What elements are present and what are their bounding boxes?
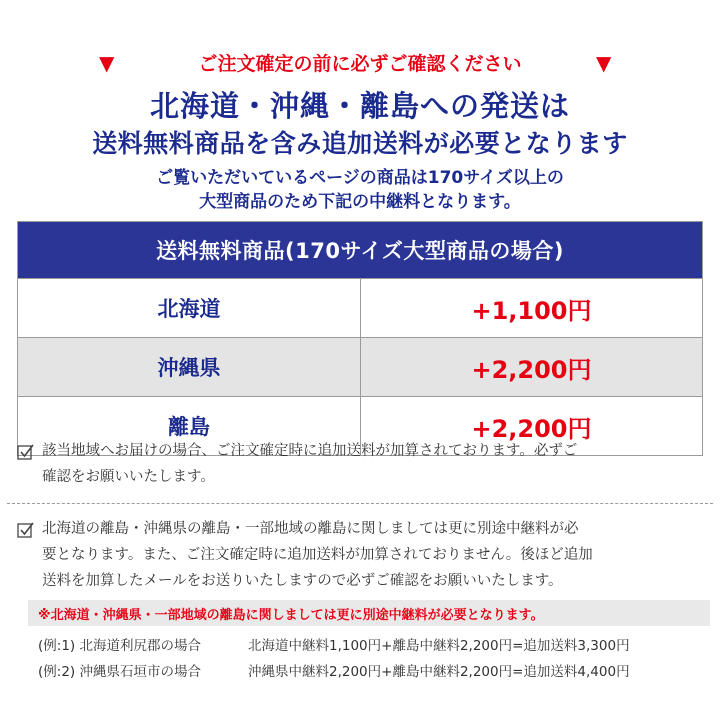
example-calc: 北海道中継料1,100円+離島中継料2,200円=追加送料3,300円 [248,638,630,654]
region-cell: 離島 [18,397,361,455]
note-line: 該当地域へお届けの場合、ご注文確定時に追加送料が加算されております。必ずご [42,443,578,459]
note-line: 要となります。また、ご注文確定時に追加送料が加算されておりません。後ほど追加 [42,547,593,563]
note-text [42,516,593,594]
table-row [18,337,702,396]
triangle-down-icon: ▼ [596,51,612,75]
red-warning-note: ※北海道・沖縄県・一部地域の離島に関しましては更に別途中継料が必要となります。 [28,600,710,626]
example-1 [38,636,718,656]
price-cell: +1,100円 [471,296,592,325]
checkbox-checked-icon [17,443,35,461]
price-cell: +2,200円 [471,414,592,443]
table-header: 送料無料商品(170サイズ大型商品の場合) [18,222,702,278]
subtext [0,166,720,214]
region-cell: 北海道 [18,279,361,337]
subtext-line-1: ご覧いただいているページの商品は170サイズ以上の [156,168,564,188]
note-text [42,438,577,490]
example-label: (例:2) 沖縄県石垣市の場合 [38,664,201,680]
shipping-fee-table [17,221,703,456]
note-block-1 [17,438,707,490]
note-line: 北海道の離島・沖縄県の離島・一部地域の離島に関しましては更に別途中継料が必 [42,521,579,537]
dashed-divider [7,503,713,504]
note-line: 送料を加算したメールをお送りいたしますので必ずご確認をお願いいたします。 [42,573,563,589]
region-cell: 沖縄県 [18,338,361,396]
notice-text: ご注文確定の前に必ずご確認ください [198,52,522,75]
subtext-line-2: 大型商品のため下記の中継料となります。 [199,192,521,212]
example-calc: 沖縄県中継料2,200円+離島中継料2,200円=追加送料4,400円 [248,664,630,680]
headline-line-2: 送料無料商品を含み追加送料が必要となります [92,129,628,158]
triangle-down-icon: ▼ [99,51,115,75]
checkbox-checked-icon [17,521,35,539]
headline-line-1: 北海道・沖縄・離島への発送は [149,89,570,123]
note-line: 確認をお願いいたします。 [42,469,215,485]
price-cell: +2,200円 [471,355,592,384]
table-row [18,278,702,337]
note-block-2 [17,516,707,594]
notice-banner [0,44,720,80]
example-2 [38,662,718,682]
example-label: (例:1) 北海道利尻郡の場合 [38,638,201,654]
